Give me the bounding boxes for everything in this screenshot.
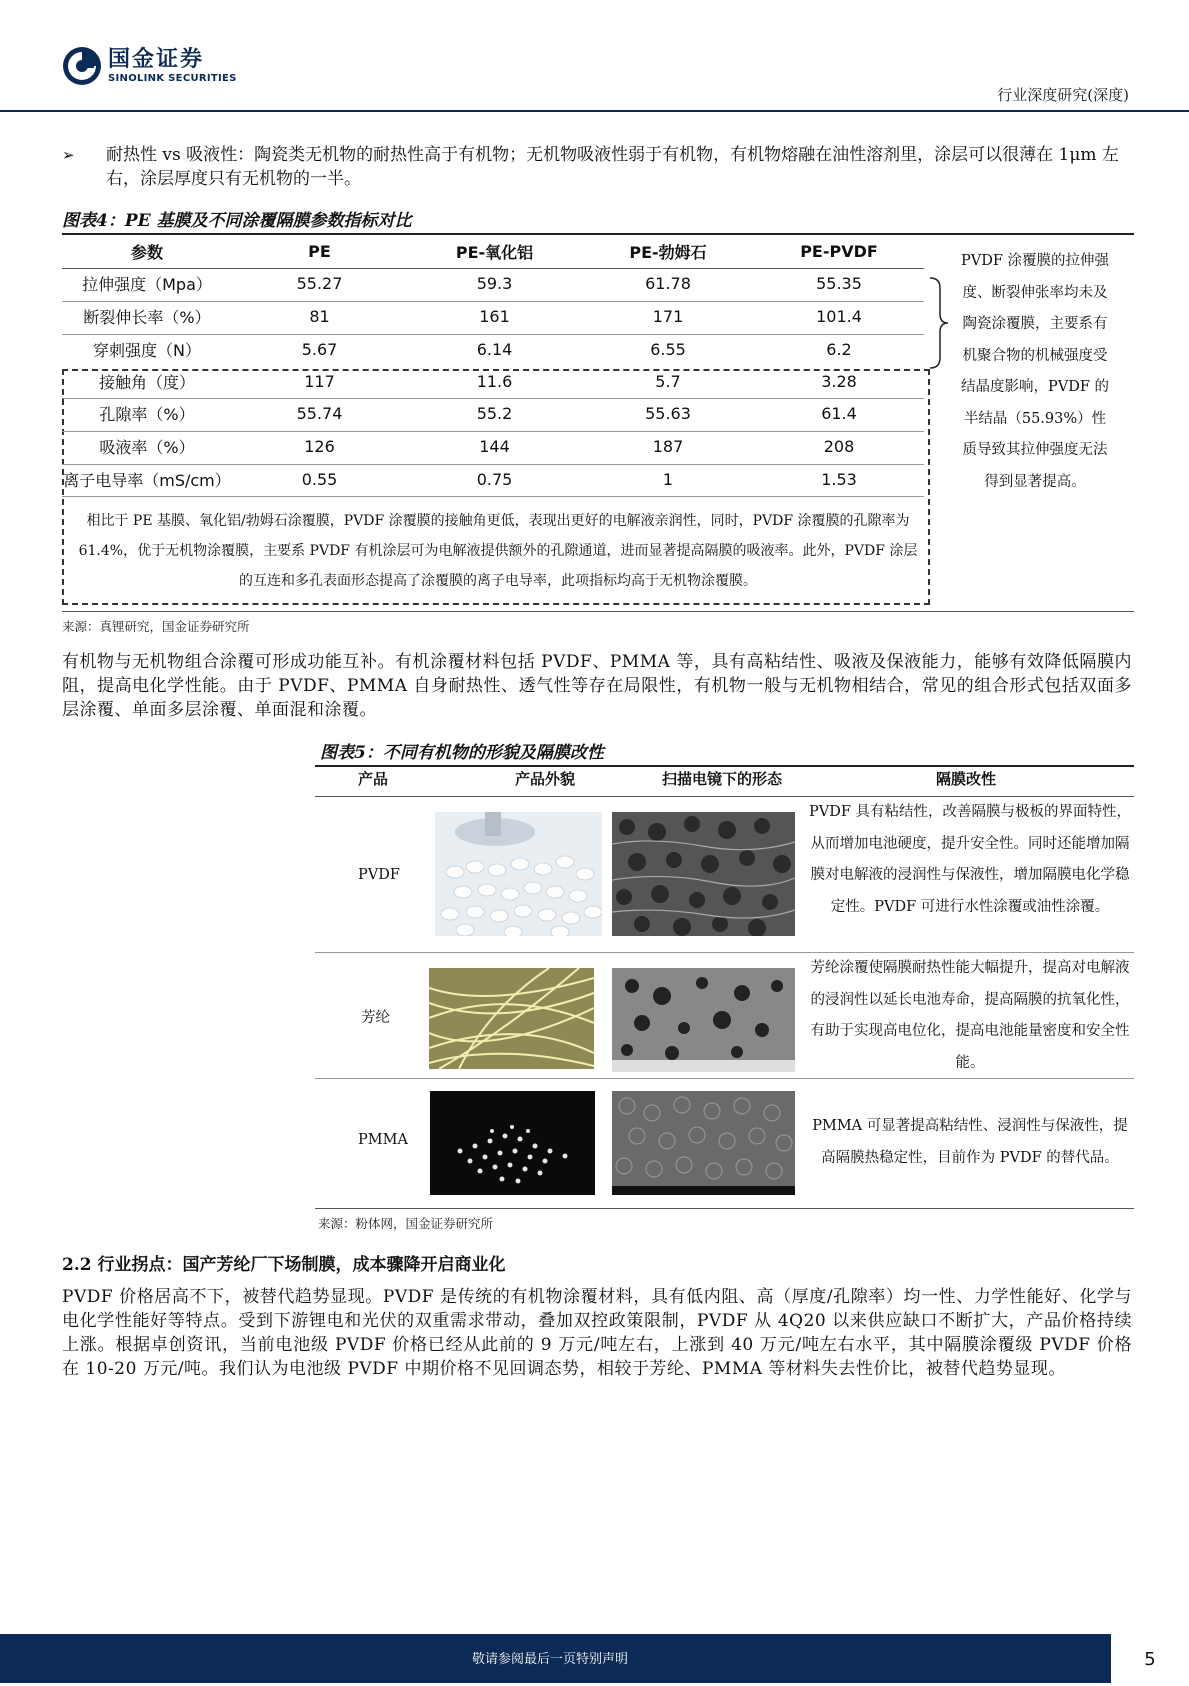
table-cell: 59.3 (476, 274, 513, 293)
footer-bar (0, 1634, 1189, 1683)
table-header: 隔膜改性 (936, 770, 997, 788)
table-cell: 吸液率（%） (99, 438, 195, 457)
intro-bullet (62, 143, 1132, 191)
table-cell: 5.7 (655, 372, 681, 391)
table-cell: 3.28 (821, 372, 857, 391)
brand (108, 48, 237, 85)
table-cell: 0.75 (476, 470, 513, 489)
figure4-title: 图表4：PE 基膜及不同涂覆隔膜参数指标对比 (62, 211, 412, 231)
brand-name-cn: 国金证券 (108, 47, 205, 72)
pvdf-pellets-image (435, 812, 602, 936)
table-cell: 171 (652, 307, 684, 326)
table-cell: 接触角（度） (98, 373, 195, 392)
section-heading: 2.2 行业拐点：国产芳纶厂下场制膜，成本骤降开启商业化 (62, 1255, 506, 1275)
table-cell: 6.14 (476, 340, 513, 359)
table-cell: 55.2 (476, 404, 513, 423)
table-cell: 穿刺强度（N） (93, 341, 201, 360)
brand-name-en: SINOLINK SECURITIES (108, 73, 237, 84)
figure4-top-rule (62, 233, 1134, 235)
table-cell: 101.4 (816, 307, 862, 326)
table-cell: 187 (652, 437, 684, 456)
table-cell: 1 (662, 470, 674, 489)
figure5-top-rule (315, 765, 1134, 767)
figure4-source: 来源：真锂研究，国金证券研究所 (62, 619, 250, 634)
report-type: 行业深度研究(深度) (997, 86, 1129, 104)
pmma-beads-image (430, 1091, 595, 1195)
figure5-source: 来源：粉体网，国金证券研究所 (318, 1216, 494, 1231)
table-header: 产品 (358, 770, 389, 788)
figure4-header-row (62, 236, 924, 267)
figure4-side-note: PVDF 涂覆膜的拉伸强度、断裂伸张率均未及陶瓷涂覆膜，主要系有机聚合物的机械强度受结晶度影响，PVDF 的半结晶（55.93%）性质导致其拉伸强度无法得到显著提高。 (960, 253, 1110, 490)
table-cell: 144 (479, 437, 510, 456)
table-cell: 孔隙率（%） (99, 405, 195, 424)
table-row (62, 334, 924, 365)
page-number: 5 (1111, 1634, 1189, 1683)
table-header: PE (308, 242, 331, 261)
table-cell: 5.67 (301, 340, 338, 359)
table-header: 参数 (130, 243, 163, 262)
table-cell: 1.53 (821, 470, 857, 489)
table-row (62, 366, 924, 397)
aramid-description: 芳纶涂覆使隔膜耐热性能大幅提升，提高对电解液的浸润性以延长电池寿命，提高隔膜的抗氧化性，有助于实现高电位化，提高电池能量密度和安全性能。 (810, 960, 1130, 1071)
figure5-title: 图表5：不同有机物的形貌及隔膜改性 (320, 743, 604, 763)
table-header: PE-PVDF (800, 242, 878, 261)
product-label: 芳纶 (361, 1010, 390, 1026)
table-row (62, 301, 924, 332)
figure5-bottom-rule (315, 1208, 1134, 1209)
table-row (62, 398, 924, 429)
table-row (62, 431, 924, 462)
table-cell: 61.4 (821, 404, 857, 423)
table-cell: 55.27 (296, 274, 343, 293)
table-cell: 离子电导率（mS/cm） (63, 471, 231, 490)
table-cell: 0.55 (301, 470, 338, 489)
table-rule (315, 1078, 1134, 1079)
table-cell: 55.74 (296, 404, 343, 423)
right-brace-icon (928, 276, 950, 370)
aramid-sem-image (612, 968, 795, 1072)
table-cell: 208 (823, 437, 855, 456)
table-cell: 6.55 (650, 340, 686, 359)
table-header: 产品外貌 (515, 770, 576, 788)
sinolink-logo-icon (62, 46, 102, 86)
product-label: PVDF (358, 867, 400, 883)
table-row (62, 268, 924, 299)
table-rule (62, 496, 924, 497)
section-paragraph: PVDF 价格居高不下，被替代趋势显现。PVDF 是传统的有机物涂覆材料，具有低内阻、高（厚度/孔隙率）均一性、力学性能好、化学与电化学性能好等特点。受到下游锂电和光伏的双重需求带动，叠加双控政策限制，PVDF 从 4Q20 以来供应缺口不断扩大，产品价格持续上涨。根据卓创资讯，当前电池级 PVDF 价格已经从此前的 9 万元/吨左右，上涨到 40 万元/吨左右水平，其中隔膜涂覆级 PVDF 价格在 10-20 万元/吨。我们认为电池级 PVDF 中期价格不见回调态势，相较于芳纶、PMMA 等材料失去性价比，被替代趋势显现。 (62, 1287, 1132, 1379)
figure4-box-note: 相比于 PE 基膜、氧化铝/勃姆石涂覆膜，PVDF 涂覆膜的接触角更低，表现出更好的电解液亲润性，同时，PVDF 涂覆膜的孔隙率为 61.4%，优于无机物涂覆膜，主要系 PVDF 有机涂层可为电解液提供额外的孔隙通道，进而显著提高隔膜的吸液率。此外，PVDF 涂层的互连和多孔表面形态提高了涂覆膜的离子电导率，此项指标均高于无机物涂覆膜。 (78, 513, 918, 589)
pvdf-description: PVDF 具有粘结性，改善隔膜与极板的界面特性，从而增加电池硬度，提升安全性。同时还能增加隔膜对电解液的浸润性与保液性，增加隔膜电化学稳定性。PVDF 可进行水性涂覆或油性涂覆。 (808, 804, 1132, 915)
table-header: PE-氧化铝 (455, 243, 534, 262)
pvdf-sem-image (612, 812, 795, 936)
table-cell: 断裂伸长率（%） (83, 308, 211, 327)
table-header: PE-勃姆石 (629, 243, 707, 262)
product-label: PMMA (358, 1132, 408, 1148)
table-cell: 81 (309, 307, 330, 326)
pmma-sem-image (612, 1091, 795, 1195)
table-cell: 55.35 (816, 274, 862, 293)
table-cell: 11.6 (476, 372, 513, 391)
table-header: 扫描电镜下的形态 (662, 770, 783, 788)
table-row (62, 464, 924, 495)
figure4-bottom-rule (62, 611, 1134, 612)
header-divider (0, 110, 1189, 112)
table-cell: 拉伸强度（Mpa） (82, 275, 212, 294)
table-cell: 161 (479, 307, 510, 326)
table-cell: 117 (304, 372, 335, 391)
table-cell: 55.63 (645, 404, 691, 423)
table-cell: 6.2 (826, 340, 852, 359)
footer-notice: 敬请参阅最后一页特别声明 (471, 1652, 628, 1667)
body-paragraph: 有机物与无机物组合涂覆可形成功能互补。有机涂覆材料包括 PVDF、PMMA 等，具有高粘结性、吸液及保液能力，能够有效降低隔膜内阻，提高电化学性能。由于 PVDF、PMMA 自身耐热性、透气性等存在局限性，有机物一般与无机物相结合，常见的组合形式包括双面多层涂覆、单面多层涂覆、单面混和涂覆。 (62, 652, 1132, 720)
aramid-fiber-image (429, 968, 594, 1069)
table-cell: 61.78 (645, 274, 691, 293)
intro-bullet-text: 耐热性 vs 吸液性：陶瓷类无机物的耐热性高于有机物；无机物吸液性弱于有机物，有机物熔融在油性溶剂里，涂层可以很薄在 1μm 左右，涂层厚度只有无机物的一半。 (106, 145, 1119, 189)
table-cell: 126 (304, 437, 335, 456)
pmma-description: PMMA 可显著提高粘结性、浸润性与保液性，提高隔膜热稳定性，目前作为 PVDF 的替代品。 (812, 1118, 1128, 1166)
arrow-bullet-icon: ➢ (62, 146, 75, 164)
